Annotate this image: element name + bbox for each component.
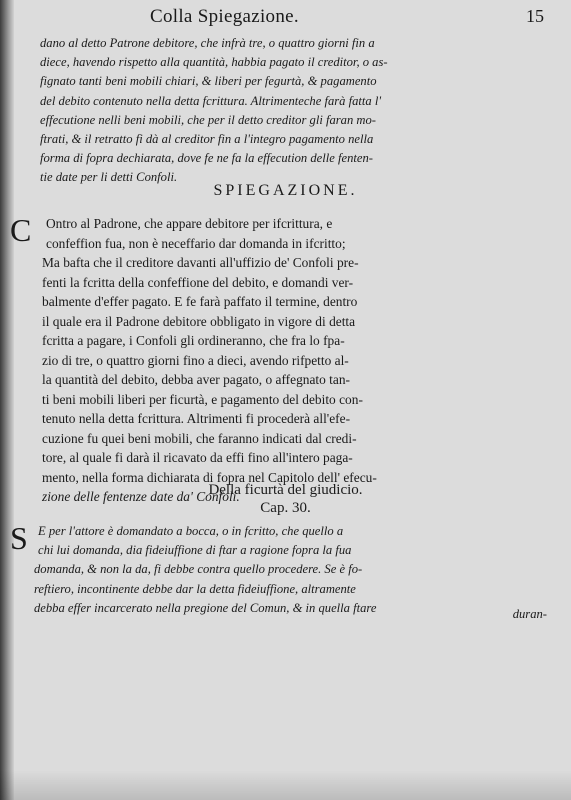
catchword: duran- bbox=[512, 607, 547, 621]
text-line: tore, al quale fi darà il ricavato da effi fino all'intero paga- bbox=[42, 450, 353, 465]
spiegazione-text bbox=[42, 214, 558, 507]
text-line: reftiero, incontinente debbe dar la detta fideiuffione, altramente bbox=[34, 581, 356, 596]
text-line: ftrati, & il retratto fi dà al creditor fin a l'integro pagamento nella bbox=[40, 132, 374, 147]
binding-gutter bbox=[0, 0, 14, 800]
text-line: tie date per li detti Confoli. bbox=[40, 170, 178, 185]
text-line: balmente d'effer pagato. E fe farà paffato il termine, dentro bbox=[42, 294, 358, 309]
text-line: tenuto nella detta fcrittura. Altrimenti fi procederà all'efe- bbox=[42, 411, 351, 426]
drop-cap: C bbox=[10, 212, 32, 248]
text-line: effecutione nelli beni mobili, che per il detto creditor gli faran mo- bbox=[40, 112, 376, 127]
running-head: Colla Spiegazione. bbox=[150, 6, 299, 27]
page-header bbox=[110, 6, 550, 32]
text-line: fignato tanti beni mobili chiari, & liberi per fegurtà, & pagamento bbox=[40, 74, 377, 89]
chapter-heading: Della ficurtà del giudicio. bbox=[208, 482, 363, 498]
text-line: Ontro al Padrone, che appare debitore per ifcrittura, e bbox=[46, 216, 333, 231]
page-shadow bbox=[0, 770, 571, 800]
text-line: il quale era il Padrone debitore obbligato in vigore di detta bbox=[42, 313, 356, 329]
text-line: domanda, & non la da, fi debbe contra quello procedere. Se è fo- bbox=[34, 562, 363, 577]
text-line: fcritta a pagare, i Confoli gli ordineranno, che fra lo fpa- bbox=[42, 333, 345, 348]
text-line: Ma bafta che il creditore davanti all'uffizio de' Confoli pre- bbox=[42, 255, 359, 270]
text-line: dano al detto Patrone debitore, che infrà tre, o quattro giorni fin a bbox=[40, 36, 375, 50]
text-line: confeffion fua, non è neceffario dar domanda in ifcritto; bbox=[46, 235, 346, 251]
statute-text bbox=[40, 34, 556, 188]
page-number: 15 bbox=[526, 6, 544, 26]
text-line: mento, nella forma dichiarata di fopra nel Capitolo dell' efecu- bbox=[42, 469, 377, 485]
text-line: debba effer incarcerato nella pregione del Comun, & in quella ftare bbox=[34, 600, 377, 615]
text-line: ti beni mobili liberi per ficurtà, e pagamento del debito con- bbox=[42, 391, 363, 407]
text-line: E per l'attore è domandato a bocca, o in fcritto, che quello a bbox=[38, 524, 344, 538]
text-line: fenti la fcritta della confeffione del debito, e domandi ver- bbox=[42, 274, 354, 290]
section-title: SPIEGAZIONE. bbox=[213, 182, 358, 199]
text-line: cuzione fu quei beni mobili, che faranno indicati dal credi- bbox=[42, 430, 357, 446]
text-line: zio di tre, o quattro giorni fino a dieci, avendo rifpetto al- bbox=[42, 352, 349, 368]
text-line: chi lui domanda, dia fideiuffione di ftar a ragione fopra la fua bbox=[38, 543, 352, 558]
chapter-number: Cap. 30. bbox=[260, 500, 311, 516]
text-line: del debito contenuto nella detta fcrittura. Altrimenteche farà fatta l' bbox=[40, 93, 382, 108]
text-line: forma di fopra dechiarata, dove fe ne fa la effecution delle fenten- bbox=[40, 151, 373, 166]
chapter-text bbox=[34, 522, 550, 618]
drop-cap: S bbox=[10, 520, 28, 556]
text-line: la quantità del debito, debba aver pagato, o affegnato tan- bbox=[42, 372, 350, 387]
text-line: zione delle fentenze date da' Confoli. bbox=[42, 489, 240, 504]
text-line: diece, havendo rispetto alla quantità, habbia pagato il creditor, o as- bbox=[40, 55, 388, 70]
